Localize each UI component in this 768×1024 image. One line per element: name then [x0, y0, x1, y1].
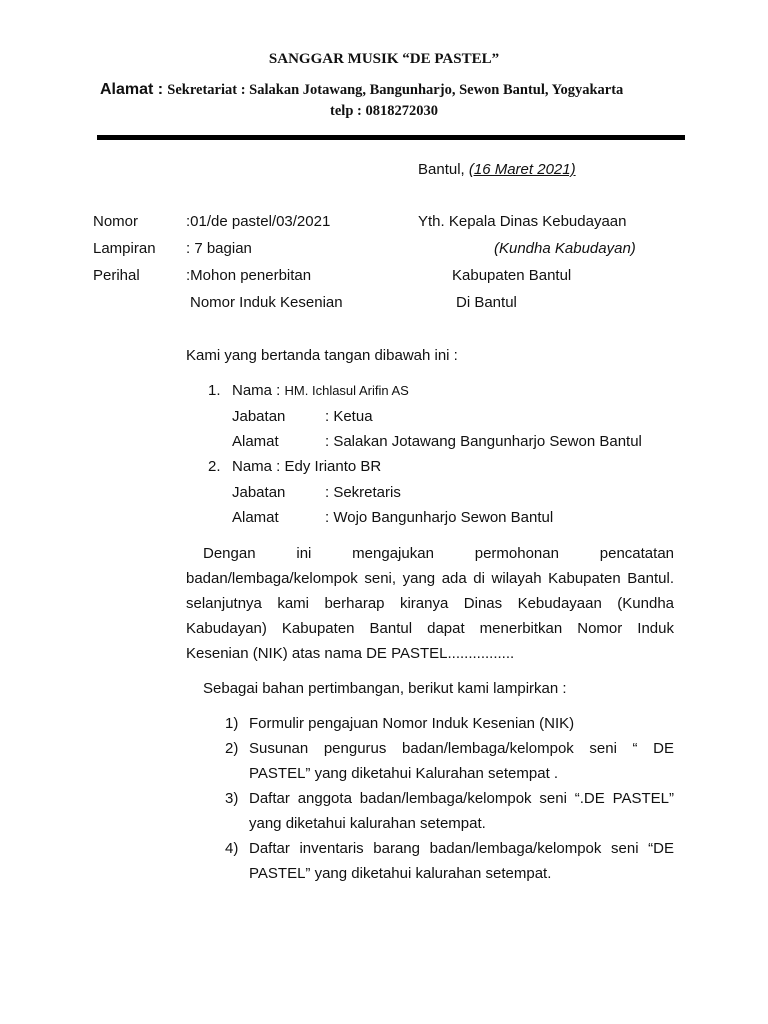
- org-name: SANGGAR MUSIK “DE PASTEL”: [268, 51, 500, 67]
- recipient-line-3: Kabupaten Bantul: [452, 267, 572, 284]
- list-item-num: 3): [225, 790, 239, 807]
- list-item-num: 4): [225, 840, 239, 857]
- attachments-list: [225, 711, 674, 886]
- address-line: [100, 81, 623, 99]
- header-divider: [97, 135, 685, 140]
- list-item-num: 1): [225, 715, 239, 732]
- list-item-text: Daftar inventaris barang badan/lembaga/kelompok seni “DE PASTEL” yang diketahui kalurahan setempat.: [249, 840, 674, 882]
- signer-1-nama-value: HM. Ichlasul Arifin AS: [284, 383, 409, 398]
- signer-2-num: 2.: [208, 458, 221, 475]
- signer-1-num: 1.: [208, 382, 221, 399]
- phone-number: telp : 0818272030: [330, 103, 438, 119]
- signer-2-nama: [232, 458, 381, 475]
- list-item-num: 2): [225, 740, 239, 757]
- list-item: [225, 736, 674, 786]
- list-item: [225, 786, 674, 836]
- perihal-label: Perihal: [93, 267, 140, 284]
- signer-2-nama-value: Edy Irianto BR: [284, 458, 382, 475]
- perihal-value-1: :Mohon penerbitan: [186, 267, 312, 284]
- signer-1-alamat-label: Alamat: [232, 433, 279, 450]
- signer-1-nama-label: Nama :: [232, 382, 281, 399]
- signer-2-jabatan-value: : Sekretaris: [325, 484, 401, 501]
- address-text: Sekretariat : Salakan Jotawang, Bangunharjo, Sewon Bantul, Yogyakarta: [167, 82, 624, 98]
- signer-2-nama-label: Nama :: [232, 458, 281, 475]
- list-item-text: Susunan pengurus badan/lembaga/kelompok seni “ DE PASTEL” yang diketahui Kalurahan setempat .: [249, 740, 674, 782]
- letter-date: [418, 161, 576, 178]
- date-value: (16 Maret 2021): [468, 161, 576, 178]
- nomor-value: :01/de pastel/03/2021: [186, 213, 331, 230]
- signer-1-nama: [232, 382, 409, 399]
- lampiran-label: Lampiran: [93, 240, 156, 257]
- list-item-text: Formulir pengajuan Nomor Induk Kesenian (NIK): [249, 715, 575, 732]
- recipient-line-1: Yth. Kepala Dinas Kebudayaan: [418, 213, 627, 230]
- perihal-value-2: Nomor Induk Kesenian: [190, 294, 343, 311]
- signer-2-alamat-label: Alamat: [232, 509, 279, 526]
- date-place: Bantul,: [418, 161, 465, 178]
- signer-1-jabatan-label: Jabatan: [232, 408, 286, 425]
- list-item: [225, 711, 674, 736]
- intro-text: Kami yang bertanda tangan dibawah ini :: [186, 347, 458, 364]
- lampiran-value: : 7 bagian: [186, 240, 252, 257]
- nomor-label: Nomor: [93, 213, 139, 230]
- attachments-intro: Sebagai bahan pertimbangan, berikut kami lampirkan :: [203, 680, 567, 697]
- recipient-line-2: (Kundha Kabudayan): [494, 240, 636, 257]
- recipient-line-4: Di Bantul: [456, 294, 517, 311]
- body-paragraph-text: Dengan ini mengajukan permohonan pencatatan badan/lembaga/kelompok seni, yang ada di wilayah Kabupaten Bantul. selanjutnya kami berharap kiranya Dinas Kebudayaan (Kundha Kabudayan) Kabupaten Bantul dapat menerbitkan Nomor Induk Kesenian (NIK) atas nama DE PASTEL................: [186, 545, 674, 662]
- list-item-text: Daftar anggota badan/lembaga/kelompok seni “.DE PASTEL” yang diketahui kalurahan setempat.: [249, 790, 674, 832]
- body-paragraph: [186, 541, 674, 666]
- signer-2-jabatan-label: Jabatan: [232, 484, 286, 501]
- address-label: Alamat :: [100, 81, 164, 98]
- signer-1-alamat-value: : Salakan Jotawang Bangunharjo Sewon Bantul: [325, 433, 642, 450]
- list-item: [225, 836, 674, 886]
- signer-2-alamat-value: : Wojo Bangunharjo Sewon Bantul: [325, 509, 554, 526]
- signer-1-jabatan-value: : Ketua: [325, 408, 373, 425]
